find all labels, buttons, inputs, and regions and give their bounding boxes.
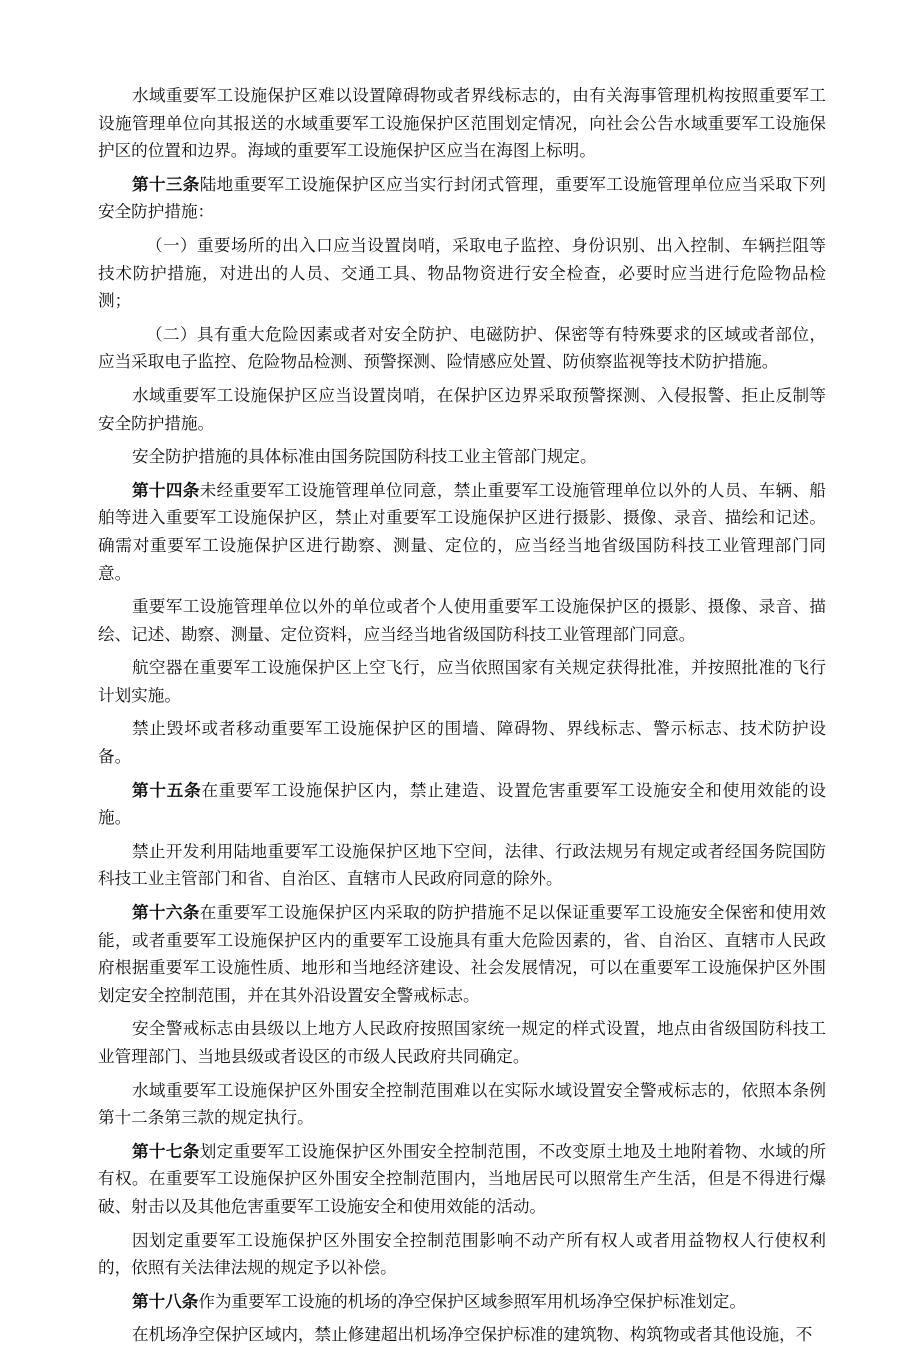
paragraph [98, 1321, 826, 1349]
article-heading: 第十七条 [132, 1141, 200, 1161]
paragraph [98, 838, 826, 893]
paragraph-text: 水域重要军工设施保护区应当设置岗哨，在保护区边界采取预警探测、入侵报警、拒止反制等安全防护措施。 [98, 385, 826, 433]
article-13 [98, 171, 826, 226]
paragraph-text: 在机场净空保护区域内，禁止修建超出机场净空保护标准的建筑物、构筑物或者其他设施，不 [132, 1325, 813, 1345]
paragraph [98, 1077, 826, 1132]
article-heading: 第十四条 [132, 480, 200, 500]
paragraph [98, 1015, 826, 1070]
paragraph [98, 382, 826, 437]
article-heading: 第十五条 [132, 780, 202, 800]
list-item-text: （一）重要场所的出入口应当设置岗哨，采取电子监控、身份识别、出入控制、车辆拦阻等技术防护措施，对进出的人员、交通工具、物品物资进行安全检查，必要时应当进行危险物品检测； [98, 235, 826, 311]
article-16 [98, 899, 826, 1009]
article-heading: 第十三条 [132, 174, 200, 194]
paragraph [98, 82, 826, 165]
paragraph [98, 1227, 826, 1282]
document-body [98, 82, 826, 1355]
article-text: 陆地重要军工设施保护区应当实行封闭式管理，重要军工设施管理单位应当采取下列安全防护措施： [98, 174, 827, 222]
list-item [98, 232, 826, 315]
paragraph-text: 航空器在重要军工设施保护区上空飞行，应当依照国家有关规定获得批准，并按照批准的飞行计划实施。 [98, 658, 826, 705]
paragraph [98, 443, 826, 471]
article-14 [98, 477, 826, 587]
paragraph-text: 水域重要军工设施保护区外围安全控制范围难以在实际水域设置安全警戒标志的，依照本条例第十二条第三款的规定执行。 [98, 1080, 826, 1128]
paragraph [98, 654, 826, 709]
article-text: 未经重要军工设施管理单位同意，禁止重要军工设施管理单位以外的人员、车辆、船舶等进入重要军工设施保护区，禁止对重要军工设施保护区进行摄影、摄像、录音、描绘和记述。确需对重要军工设施保护区进行勘察、测量、定位的，应当经当地省级国防科技工业管理部门同意。 [98, 480, 827, 583]
article-text: 作为重要军工设施的机场的净空保护区域参照军用机场净空保护标准划定。 [198, 1291, 746, 1311]
article-15 [98, 777, 826, 832]
article-18 [98, 1288, 826, 1316]
paragraph [98, 593, 826, 648]
paragraph-text: 水域重要军工设施保护区难以设置障碍物或者界线标志的，由有关海事管理机构按照重要军工设施管理单位向其报送的水域重要军工设施保护区范围划定情况，向社会公告水域重要军工设施保护区的位置和边界。海域的重要军工设施保护区应当在海图上标明。 [98, 86, 826, 161]
article-17 [98, 1138, 826, 1221]
list-item-text: （二）具有重大危险因素或者对安全防护、电磁防护、保密等有特殊要求的区域或者部位，应当采取电子监控、危险物品检测、预警探测、险情感应处置、防侦察监视等技术防护措施。 [98, 324, 826, 372]
article-heading: 第十六条 [132, 903, 200, 923]
paragraph-text: 禁止毁坏或者移动重要军工设施保护区的围墙、障碍物、界线标志、警示标志、技术防护设备。 [98, 719, 826, 767]
article-text: 划定重要军工设施保护区外围安全控制范围，不改变原土地及土地附着物、水域的所有权。在重要军工设施保护区外围安全控制范围内，当地居民可以照常生产生活，但是不得进行爆破、射击以及其他危害重要军工设施安全和使用效能的活动。 [98, 1141, 827, 1216]
paragraph-text: 因划定重要军工设施保护区外围安全控制范围影响不动产所有权人或者用益物权人行使权利的，依照有关法律法规的规定予以补偿。 [98, 1230, 826, 1278]
paragraph [98, 715, 826, 770]
article-text: 在重要军工设施保护区内采取的防护措施不足以保证重要军工设施安全保密和使用效能，或者重要军工设施保护区内的重要军工设施具有重大危险因素的，省、自治区、直辖市人民政府根据重要军工设施性质、地形和当地经济建设、社会发展情况，可以在重要军工设施保护区外围划定安全控制范围，并在其外沿设置安全警戒标志。 [98, 903, 827, 1005]
paragraph-text: 重要军工设施管理单位以外的单位或者个人使用重要军工设施保护区的摄影、摄像、录音、描绘、记述、勘察、测量、定位资料，应当经当地省级国防科技工业管理部门同意。 [98, 597, 826, 644]
article-heading: 第十八条 [132, 1291, 199, 1311]
paragraph-text: 安全警戒标志由县级以上地方人民政府按照国家统一规定的样式设置，地点由省级国防科技工业管理部门、当地县级或者设区的市级人民政府共同确定。 [98, 1019, 826, 1066]
article-text: 在重要军工设施保护区内，禁止建造、设置危害重要军工设施安全和使用效能的设施。 [98, 780, 827, 828]
list-item [98, 321, 826, 376]
paragraph-text: 安全防护措施的具体标准由国务院国防科技工业主管部门规定。 [132, 447, 597, 467]
paragraph-text: 禁止开发利用陆地重要军工设施保护区地下空间，法律、行政法规另有规定或者经国务院国防科技工业主管部门和省、自治区、直辖市人民政府同意的除外。 [98, 841, 826, 889]
